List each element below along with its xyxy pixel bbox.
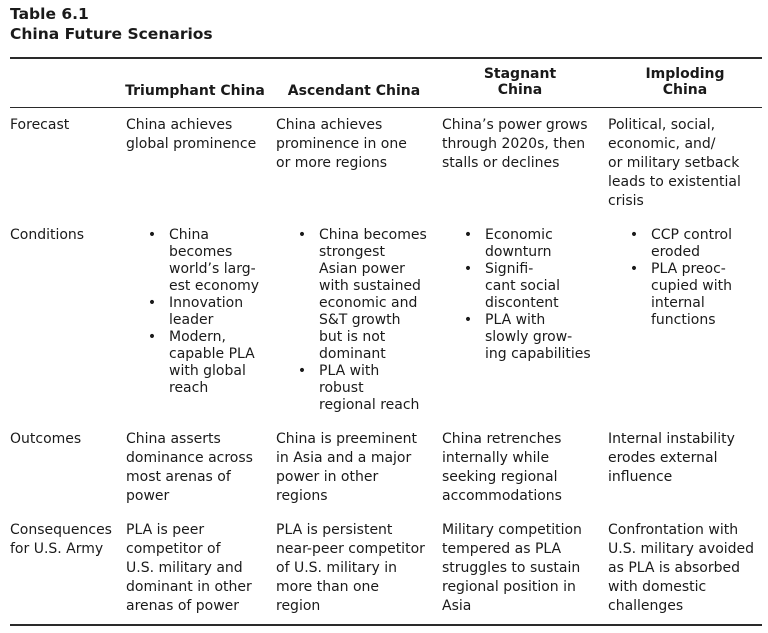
forecast-imploding-cell: Political, social, economic, and/ or military setback leads to existential crisis — [608, 117, 741, 209]
list-item-text: Economic downturn — [485, 227, 553, 260]
column-header-triumphant: Triumphant China — [125, 83, 265, 99]
column-header-stagnant: Stagnant China — [483, 66, 557, 98]
row-label-forecast: Forecast — [10, 117, 70, 133]
list-item-text: Modern, capable PLA with global reach — [169, 329, 255, 396]
list-item-text: CCP control eroded — [651, 227, 732, 260]
consequences-ascendant-cell: PLA is persistent near-peer competitor of U.S. military in more than one region — [276, 522, 425, 614]
list-item-text: PLA with robust regional reach — [319, 363, 420, 413]
conditions-triumphant-list — [145, 227, 259, 397]
list-item — [461, 312, 591, 363]
list-item — [461, 261, 591, 312]
forecast-stagnant-cell: China’s power grows through 2020s, then stalls or declines — [442, 117, 588, 171]
bullet-icon: • — [463, 312, 473, 328]
list-item — [145, 329, 259, 397]
conditions-ascendant-list — [295, 227, 427, 414]
bullet-icon: • — [463, 261, 473, 277]
bullet-icon: • — [147, 227, 157, 243]
list-item — [295, 227, 427, 363]
list-item-text: PLA preoc- cupied with internal functions — [651, 261, 732, 328]
outcomes-ascendant-cell: China is preeminent in Asia and a major power in other regions — [276, 431, 418, 504]
table-number: Table 6.1 — [10, 5, 89, 23]
list-item — [145, 295, 259, 329]
column-header-ascendant: Ascendant China — [287, 83, 421, 99]
list-item-text: PLA with slowly grow- ing capabilities — [485, 312, 591, 362]
bullet-icon: • — [629, 261, 639, 277]
list-item — [295, 363, 427, 414]
consequences-stagnant-cell: Military competition tempered as PLA struggles to sustain regional position in Asia — [442, 522, 582, 614]
top-rule — [10, 57, 762, 59]
list-item — [461, 227, 591, 261]
bullet-icon: • — [147, 295, 157, 311]
list-item-text: China becomes strongest Asian power with sustained economic and S&T growth but is not dominant — [319, 227, 427, 362]
table-title: China Future Scenarios — [10, 25, 213, 43]
column-header-imploding: Imploding China — [645, 66, 725, 98]
forecast-triumphant-cell: China achieves global prominence — [126, 117, 257, 152]
consequences-imploding-cell: Confrontation with U.S. military avoided as PLA is absorbed with domestic challenges — [608, 522, 755, 614]
list-item — [627, 227, 732, 261]
list-item — [145, 227, 259, 295]
list-item-text: China becomes world’s larg- est economy — [169, 227, 260, 294]
forecast-ascendant-cell: China achieves prominence in one or more regions — [276, 117, 407, 171]
row-label-consequences: Consequences for U.S. Army — [10, 522, 112, 557]
outcomes-triumphant-cell: China asserts dominance across most arenas of power — [126, 431, 253, 504]
list-item — [627, 261, 732, 329]
row-label-outcomes: Outcomes — [10, 431, 82, 447]
list-item-text: Innovation leader — [169, 295, 244, 328]
bullet-icon: • — [297, 363, 307, 379]
outcomes-stagnant-cell: China retrenches internally while seeking regional accommodations — [442, 431, 562, 504]
conditions-stagnant-list — [461, 227, 591, 363]
outcomes-imploding-cell: Internal instability erodes external influence — [608, 431, 735, 485]
list-item-text: Signifi- cant social discontent — [485, 261, 561, 311]
table-caption — [10, 4, 213, 44]
conditions-imploding-list — [627, 227, 732, 329]
bottom-rule — [10, 624, 762, 626]
bullet-icon: • — [297, 227, 307, 243]
consequences-triumphant-cell: PLA is peer competitor of U.S. military and dominant in other arenas of power — [126, 522, 252, 614]
bullet-icon: • — [629, 227, 639, 243]
bullet-icon: • — [147, 329, 157, 345]
bullet-icon: • — [463, 227, 473, 243]
header-rule — [10, 107, 762, 108]
row-label-conditions: Conditions — [10, 227, 85, 243]
